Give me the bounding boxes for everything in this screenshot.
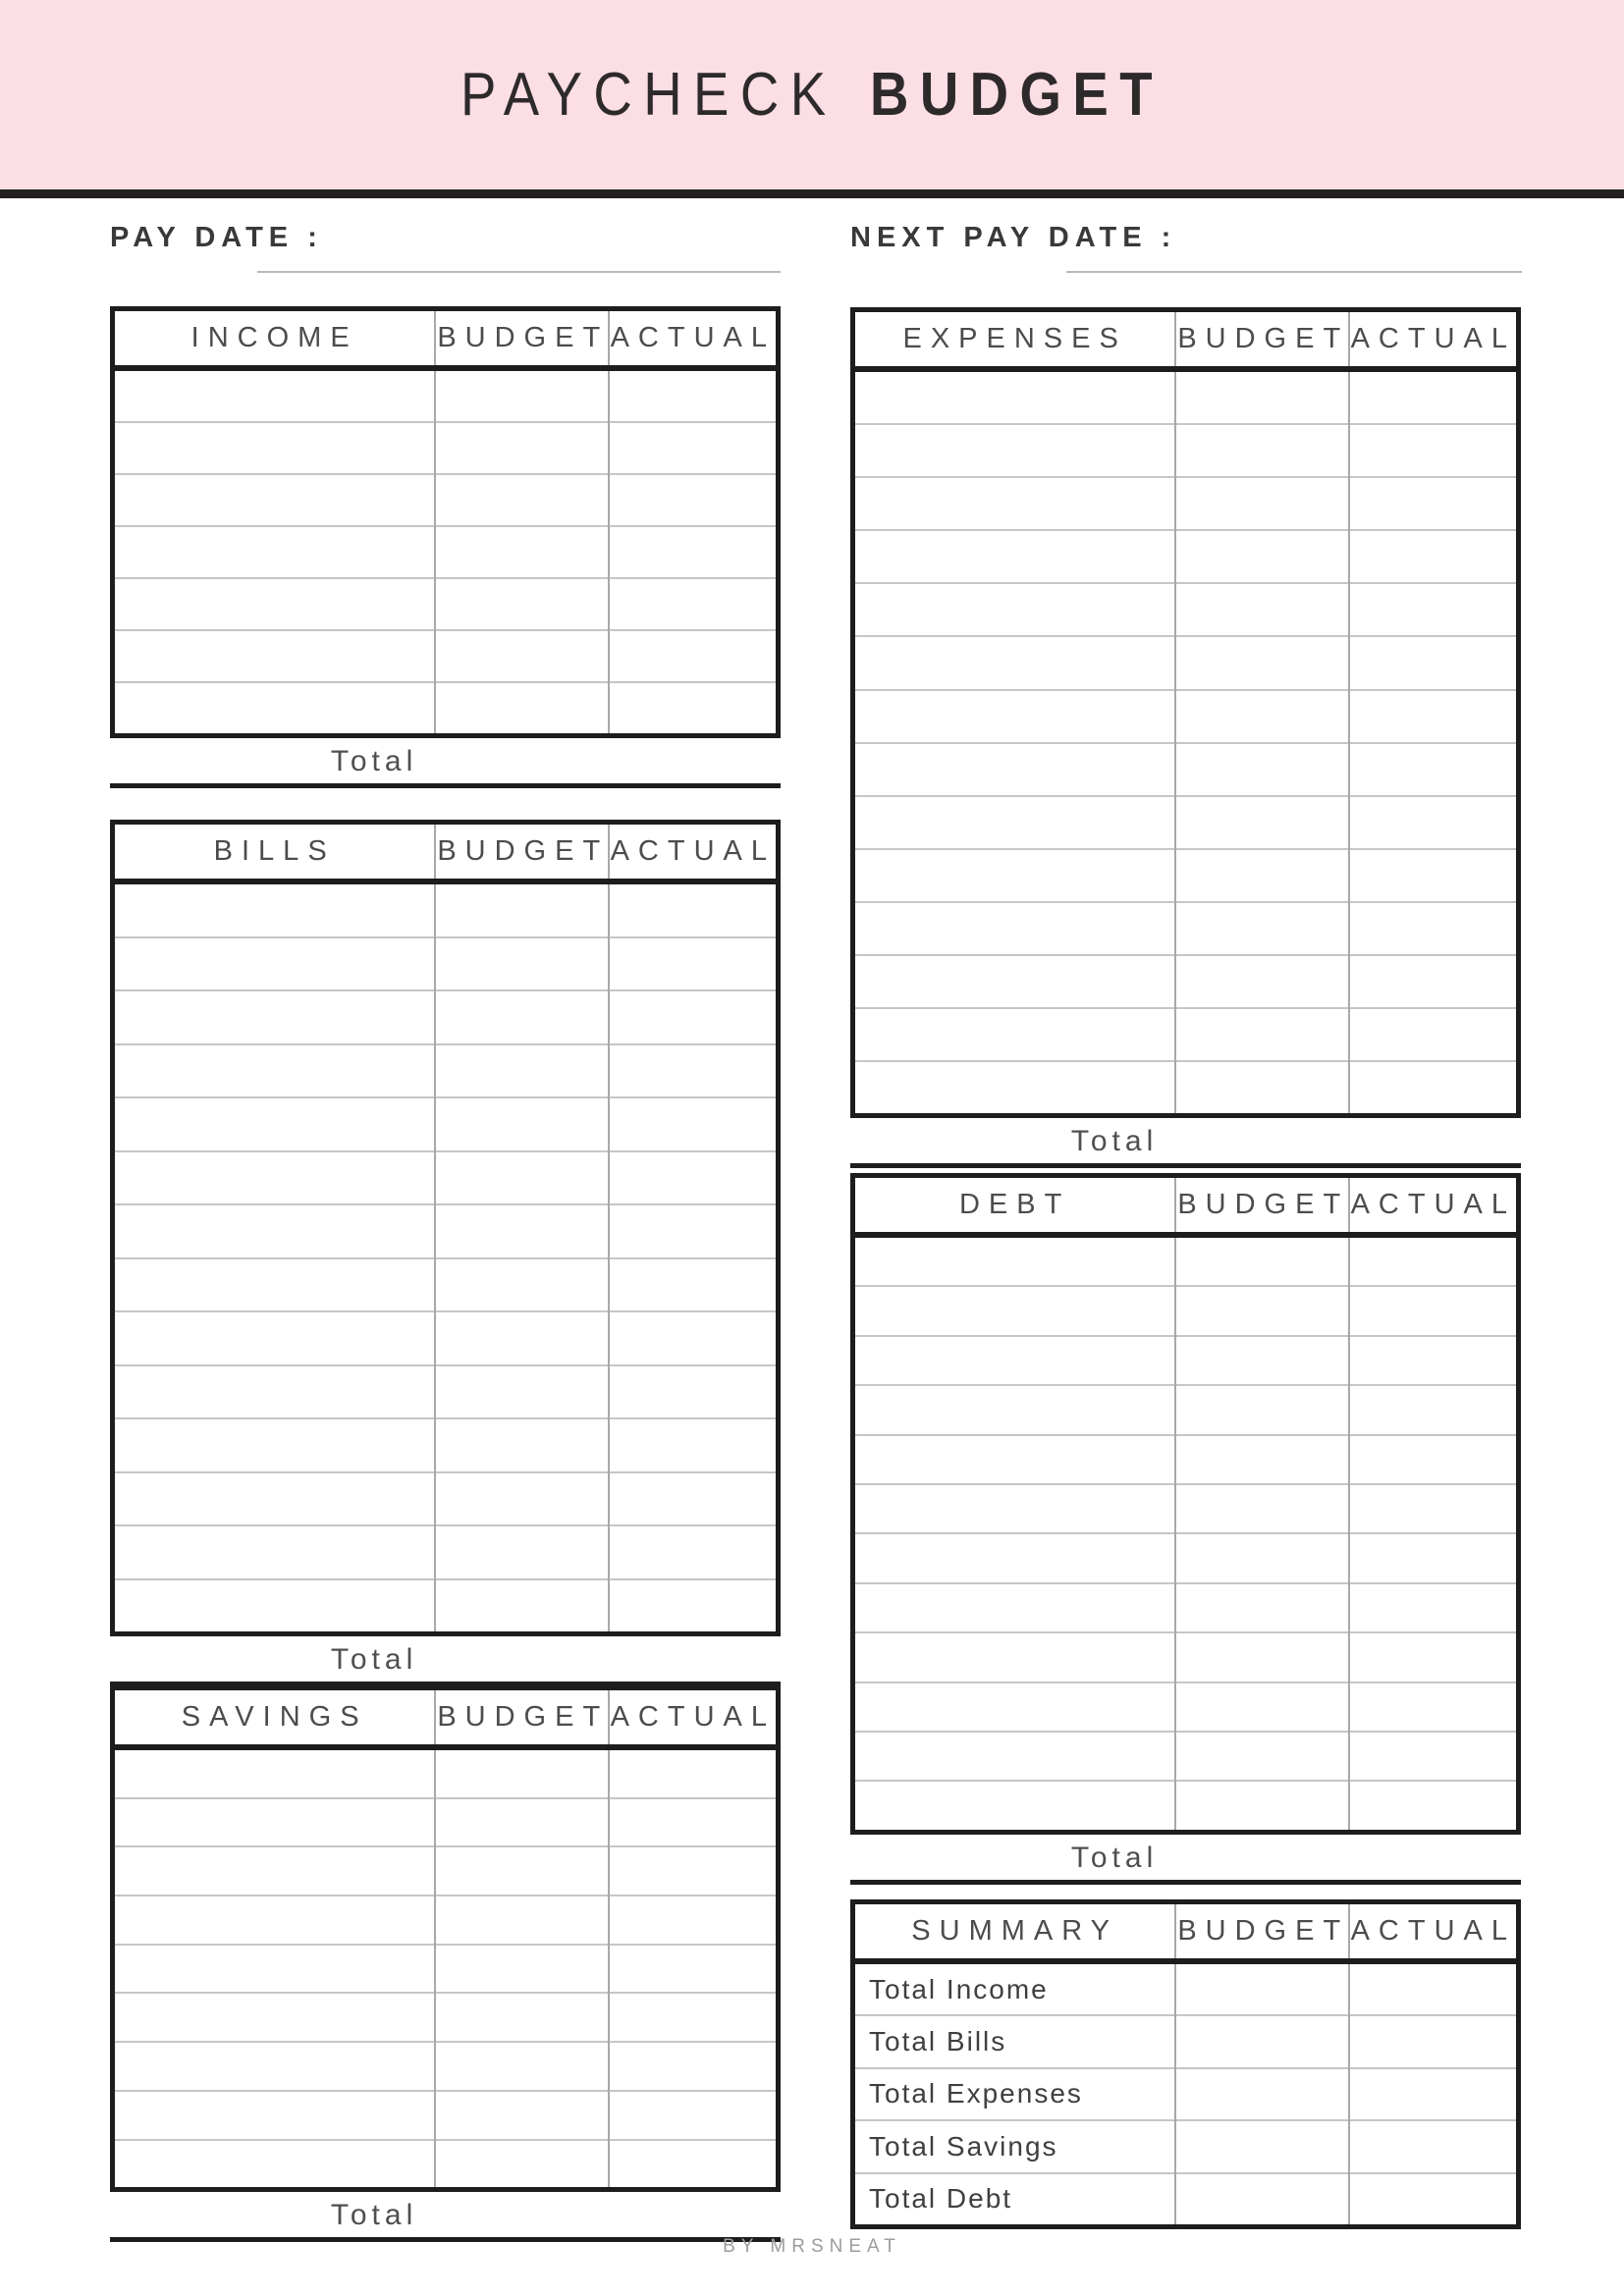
budget-cell <box>435 2140 608 2190</box>
summary-header-row <box>853 1902 1519 1962</box>
table-row <box>853 1008 1519 1061</box>
actual-header: ACTUAL <box>609 1688 779 1748</box>
actual-cell <box>609 422 779 474</box>
actual-cell <box>1349 477 1519 530</box>
budget-cell <box>435 422 608 474</box>
actual-cell <box>609 1311 779 1365</box>
debt-total-line <box>850 1880 1521 1885</box>
table-row <box>853 1286 1519 1335</box>
table-row <box>853 1961 1519 2015</box>
table-row <box>113 1993 779 2042</box>
actual-cell <box>609 474 779 526</box>
actual-cell <box>1349 955 1519 1008</box>
item-cell <box>853 1682 1176 1732</box>
item-cell <box>853 424 1176 477</box>
actual-cell <box>609 1945 779 1994</box>
budget-cell <box>435 2042 608 2091</box>
table-row <box>853 1435 1519 1484</box>
table-row <box>113 1097 779 1151</box>
budget-header: BUDGET <box>435 309 608 369</box>
item-cell: Total Expenses <box>853 2068 1176 2120</box>
budget-cell <box>1175 1632 1348 1682</box>
table-row <box>853 2015 1519 2067</box>
item-cell <box>853 1385 1176 1434</box>
expenses-table <box>850 307 1521 1118</box>
table-row <box>853 690 1519 743</box>
actual-cell <box>609 368 779 422</box>
table-row <box>113 1418 779 1472</box>
expenses-header-row <box>853 310 1519 370</box>
item-cell <box>113 1311 436 1365</box>
budget-cell <box>435 1747 608 1798</box>
item-cell <box>853 1061 1176 1116</box>
item-cell <box>853 1533 1176 1582</box>
actual-cell <box>1349 1008 1519 1061</box>
expenses-header: EXPENSES <box>853 310 1176 370</box>
actual-cell <box>1349 530 1519 583</box>
debt-header: DEBT <box>853 1176 1176 1236</box>
budget-header: BUDGET <box>435 823 608 882</box>
budget-cell <box>435 682 608 736</box>
budget-cell <box>435 2091 608 2140</box>
item-cell <box>113 1945 436 1994</box>
left-column <box>110 0 781 2296</box>
budget-cell <box>1175 1583 1348 1632</box>
table-row <box>113 2140 779 2190</box>
actual-header: ACTUAL <box>1349 310 1519 370</box>
item-cell <box>853 1235 1176 1286</box>
table-row <box>113 1896 779 1945</box>
table-row <box>113 1798 779 1847</box>
table-row <box>853 1385 1519 1434</box>
table-row <box>853 636 1519 689</box>
item-cell <box>113 682 436 736</box>
budget-cell <box>1175 583 1348 636</box>
item-cell <box>113 1097 436 1151</box>
budget-cell <box>435 474 608 526</box>
budget-cell <box>435 881 608 937</box>
item-cell <box>113 1151 436 1205</box>
item-cell <box>853 1583 1176 1632</box>
actual-cell <box>1349 1286 1519 1335</box>
budget-cell <box>1175 1385 1348 1434</box>
budget-header: BUDGET <box>1175 1902 1348 1962</box>
budget-cell <box>1175 636 1348 689</box>
budget-cell <box>1175 369 1348 424</box>
page-title-light: PAYCHECK <box>460 61 838 129</box>
table-row <box>853 477 1519 530</box>
budget-cell <box>1175 1732 1348 1781</box>
item-cell <box>853 530 1176 583</box>
item-cell <box>853 1008 1176 1061</box>
table-row <box>853 1682 1519 1732</box>
table-row <box>113 881 779 937</box>
expenses-total-line <box>850 1163 1521 1168</box>
item-cell <box>853 636 1176 689</box>
expenses-total-label: Total <box>1070 1125 1159 1158</box>
item-cell <box>113 630 436 682</box>
budget-cell <box>1175 477 1348 530</box>
item-cell <box>853 796 1176 849</box>
item-cell <box>853 849 1176 902</box>
budget-cell <box>1175 1061 1348 1116</box>
savings-total-label: Total <box>330 2199 418 2232</box>
actual-cell <box>609 1472 779 1526</box>
table-row <box>113 2091 779 2140</box>
actual-cell <box>1349 636 1519 689</box>
budget-cell <box>435 1044 608 1098</box>
item-cell: Total Debt <box>853 2173 1176 2227</box>
actual-cell <box>1349 743 1519 796</box>
actual-cell <box>609 1525 779 1579</box>
budget-header: BUDGET <box>435 1688 608 1748</box>
budget-cell <box>435 1365 608 1419</box>
item-cell <box>853 955 1176 1008</box>
item-cell <box>113 990 436 1044</box>
table-row <box>113 1525 779 1579</box>
budget-cell <box>1175 1484 1348 1533</box>
budget-cell <box>1175 2015 1348 2067</box>
item-cell <box>113 2042 436 2091</box>
item-cell <box>113 368 436 422</box>
table-row <box>113 1204 779 1258</box>
table-row <box>113 1151 779 1205</box>
item-cell <box>113 526 436 578</box>
actual-cell <box>1349 1781 1519 1832</box>
table-row <box>853 743 1519 796</box>
footer-credit: BY MRSNEAT <box>723 2236 901 2257</box>
debt-table-block <box>850 1173 1521 1885</box>
actual-cell <box>609 630 779 682</box>
actual-cell <box>1349 1682 1519 1732</box>
item-cell <box>113 881 436 937</box>
actual-cell <box>609 2091 779 2140</box>
table-row <box>113 474 779 526</box>
item-cell <box>853 1632 1176 1682</box>
budget-header: BUDGET <box>1175 1176 1348 1236</box>
budget-cell <box>1175 1781 1348 1832</box>
table-row <box>113 630 779 682</box>
table-row <box>853 1336 1519 1385</box>
table-row <box>853 1235 1519 1286</box>
budget-cell <box>1175 1682 1348 1732</box>
actual-cell <box>1349 1235 1519 1286</box>
table-row <box>113 682 779 736</box>
next-pay-date-line <box>1066 271 1522 273</box>
item-cell <box>113 1258 436 1312</box>
budget-cell <box>1175 1286 1348 1335</box>
budget-cell <box>435 1525 608 1579</box>
expenses-table-block <box>850 307 1521 1168</box>
income-header: INCOME <box>113 309 436 369</box>
income-header-row <box>113 309 779 369</box>
savings-table-block <box>110 1685 781 2242</box>
budget-cell <box>1175 1235 1348 1286</box>
table-row <box>853 2173 1519 2227</box>
table-row <box>113 1579 779 1634</box>
table-row <box>113 1311 779 1365</box>
actual-cell <box>1349 849 1519 902</box>
item-cell <box>113 1846 436 1896</box>
item-cell <box>853 1435 1176 1484</box>
table-row <box>113 1472 779 1526</box>
item-cell <box>853 1484 1176 1533</box>
table-row <box>113 422 779 474</box>
actual-cell <box>609 1097 779 1151</box>
budget-cell <box>435 1097 608 1151</box>
actual-cell <box>609 1418 779 1472</box>
budget-cell <box>435 1311 608 1365</box>
bills-total-label: Total <box>330 1643 418 1676</box>
budget-cell <box>1175 1435 1348 1484</box>
actual-cell <box>609 1204 779 1258</box>
bills-header-row <box>113 823 779 882</box>
table-row <box>853 1484 1519 1533</box>
budget-cell <box>435 937 608 991</box>
actual-cell <box>1349 796 1519 849</box>
budget-cell <box>1175 902 1348 955</box>
budget-cell <box>435 1896 608 1945</box>
budget-cell <box>435 990 608 1044</box>
budget-cell <box>435 578 608 630</box>
budget-cell <box>435 1472 608 1526</box>
summary-table <box>850 1899 1521 2229</box>
table-row <box>853 902 1519 955</box>
item-cell <box>113 1579 436 1634</box>
actual-header: ACTUAL <box>609 823 779 882</box>
budget-cell <box>435 1798 608 1847</box>
table-row <box>113 2042 779 2091</box>
income-table-block <box>110 306 781 788</box>
table-row <box>853 1632 1519 1682</box>
budget-cell <box>1175 849 1348 902</box>
actual-cell <box>1349 1484 1519 1533</box>
actual-cell <box>609 578 779 630</box>
actual-cell <box>1349 902 1519 955</box>
item-cell <box>853 1732 1176 1781</box>
actual-cell <box>1349 1061 1519 1116</box>
actual-cell <box>609 1993 779 2042</box>
budget-cell <box>1175 530 1348 583</box>
summary-header: SUMMARY <box>853 1902 1176 1962</box>
actual-cell <box>1349 1336 1519 1385</box>
actual-cell <box>1349 369 1519 424</box>
table-row <box>853 369 1519 424</box>
pay-date-label: PAY DATE : <box>110 222 323 253</box>
budget-cell <box>435 1945 608 1994</box>
item-cell <box>113 2091 436 2140</box>
item-cell: Total Bills <box>853 2015 1176 2067</box>
income-total-label: Total <box>330 745 418 777</box>
table-row <box>853 849 1519 902</box>
table-row <box>113 1044 779 1098</box>
table-row <box>853 424 1519 477</box>
budget-cell <box>435 526 608 578</box>
item-cell <box>113 1798 436 1847</box>
pay-date-line <box>257 271 781 273</box>
debt-table <box>850 1173 1521 1835</box>
actual-cell <box>1349 1632 1519 1682</box>
table-row <box>113 937 779 991</box>
savings-header-row <box>113 1688 779 1748</box>
actual-cell <box>609 1846 779 1896</box>
actual-cell <box>1349 2068 1519 2120</box>
table-row <box>853 583 1519 636</box>
debt-header-row <box>853 1176 1519 1236</box>
bills-header: BILLS <box>113 823 436 882</box>
item-cell <box>113 1472 436 1526</box>
actual-cell <box>609 1044 779 1098</box>
budget-cell <box>1175 2173 1348 2227</box>
bills-table-block <box>110 820 781 1686</box>
item-cell <box>113 1204 436 1258</box>
actual-cell <box>1349 2120 1519 2172</box>
savings-header: SAVINGS <box>113 1688 436 1748</box>
item-cell <box>113 474 436 526</box>
table-row <box>113 990 779 1044</box>
item-cell <box>853 477 1176 530</box>
budget-cell <box>435 1846 608 1896</box>
table-row <box>113 578 779 630</box>
budget-cell <box>1175 2068 1348 2120</box>
actual-header: ACTUAL <box>609 309 779 369</box>
budget-cell <box>435 1418 608 1472</box>
item-cell <box>113 1365 436 1419</box>
income-total-line <box>110 783 781 788</box>
item-cell <box>113 578 436 630</box>
table-row <box>853 2068 1519 2120</box>
table-row <box>853 2120 1519 2172</box>
actual-cell <box>1349 2015 1519 2067</box>
budget-cell <box>1175 424 1348 477</box>
table-row <box>853 1781 1519 1832</box>
item-cell: Total Savings <box>853 2120 1176 2172</box>
actual-cell <box>1349 1732 1519 1781</box>
actual-cell <box>609 1579 779 1634</box>
item-cell <box>853 369 1176 424</box>
actual-cell <box>609 1747 779 1798</box>
actual-cell <box>609 937 779 991</box>
budget-cell <box>1175 1533 1348 1582</box>
table-row <box>853 1061 1519 1116</box>
table-row <box>113 1258 779 1312</box>
budget-cell <box>435 1151 608 1205</box>
table-row <box>853 1732 1519 1781</box>
budget-header: BUDGET <box>1175 310 1348 370</box>
item-cell <box>853 743 1176 796</box>
item-cell <box>113 1896 436 1945</box>
page-title-bold: BUDGET <box>870 61 1164 129</box>
actual-cell <box>609 881 779 937</box>
table-row <box>113 368 779 422</box>
actual-cell <box>609 1365 779 1419</box>
actual-header: ACTUAL <box>1349 1902 1519 1962</box>
actual-cell <box>609 1151 779 1205</box>
table-row <box>113 1365 779 1419</box>
item-cell <box>113 1747 436 1798</box>
actual-cell <box>609 990 779 1044</box>
item-cell <box>853 583 1176 636</box>
budget-cell <box>1175 1961 1348 2015</box>
budget-cell <box>1175 743 1348 796</box>
item-cell <box>853 1286 1176 1335</box>
budget-cell <box>435 1204 608 1258</box>
item-cell <box>113 1044 436 1098</box>
actual-cell <box>609 526 779 578</box>
right-column <box>850 0 1521 2296</box>
bills-table <box>110 820 781 1636</box>
table-row <box>853 1533 1519 1582</box>
budget-cell <box>435 1258 608 1312</box>
budget-cell <box>1175 1336 1348 1385</box>
item-cell <box>113 2140 436 2190</box>
item-cell <box>113 422 436 474</box>
item-cell <box>853 690 1176 743</box>
actual-cell <box>609 2140 779 2190</box>
actual-cell <box>1349 1385 1519 1434</box>
budget-cell <box>1175 796 1348 849</box>
budget-cell <box>1175 690 1348 743</box>
item-cell <box>853 1781 1176 1832</box>
actual-cell <box>1349 1435 1519 1484</box>
budget-cell <box>1175 1008 1348 1061</box>
table-row <box>113 1747 779 1798</box>
actual-cell <box>1349 1961 1519 2015</box>
actual-cell <box>609 682 779 736</box>
item-cell <box>113 937 436 991</box>
budget-cell <box>435 1993 608 2042</box>
item-cell <box>113 1993 436 2042</box>
summary-table-block <box>850 1899 1521 2229</box>
table-row <box>853 1583 1519 1632</box>
income-table <box>110 306 781 738</box>
item-cell <box>113 1525 436 1579</box>
table-row <box>853 530 1519 583</box>
actual-cell <box>609 1896 779 1945</box>
item-cell <box>853 902 1176 955</box>
budget-cell <box>435 368 608 422</box>
budget-cell <box>1175 2120 1348 2172</box>
actual-header: ACTUAL <box>1349 1176 1519 1236</box>
next-pay-date-label: NEXT PAY DATE : <box>850 222 1177 253</box>
actual-cell <box>1349 2173 1519 2227</box>
debt-total-label: Total <box>1070 1841 1159 1874</box>
table-row <box>113 1945 779 1994</box>
actual-cell <box>1349 1583 1519 1632</box>
savings-table <box>110 1685 781 2192</box>
actual-cell <box>1349 424 1519 477</box>
budget-cell <box>1175 955 1348 1008</box>
table-row <box>113 526 779 578</box>
budget-cell <box>435 630 608 682</box>
actual-cell <box>1349 583 1519 636</box>
item-cell <box>853 1336 1176 1385</box>
table-row <box>853 796 1519 849</box>
table-row <box>113 1846 779 1896</box>
actual-cell <box>609 1798 779 1847</box>
budget-cell <box>435 1579 608 1634</box>
actual-cell <box>1349 690 1519 743</box>
actual-cell <box>609 1258 779 1312</box>
item-cell: Total Income <box>869 1973 1049 2004</box>
item-cell <box>113 1418 436 1472</box>
actual-cell <box>609 2042 779 2091</box>
actual-cell <box>1349 1533 1519 1582</box>
table-row <box>853 955 1519 1008</box>
